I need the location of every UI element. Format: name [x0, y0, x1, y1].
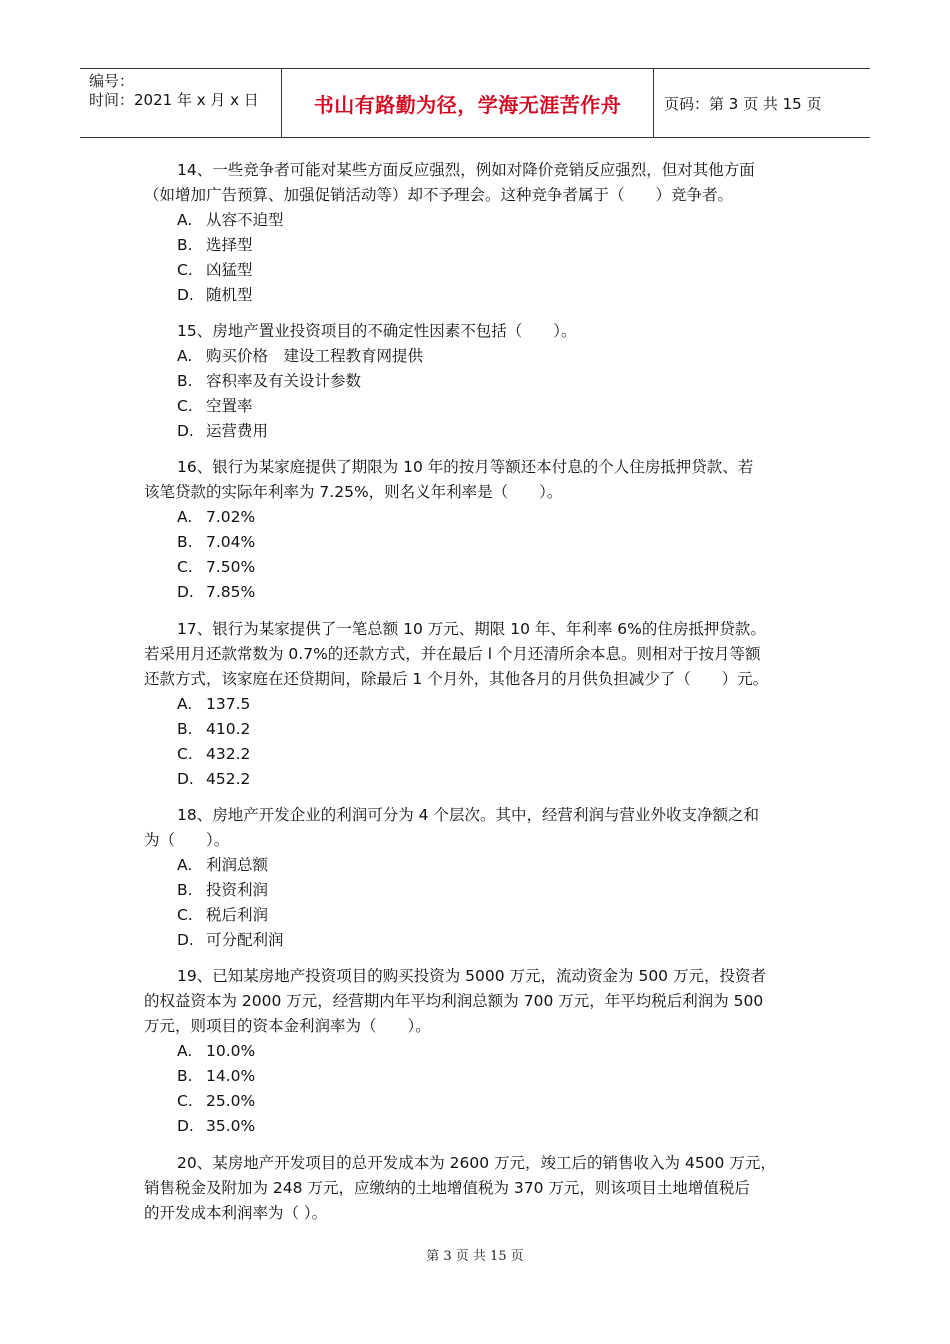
question-20: [144, 1151, 824, 1226]
question-stem-line: 销售税金及附加为 248 万元，应缴纳的土地增值税为 370 万元，则该项目土地增值税后: [144, 1179, 750, 1197]
question-stem-line: （如增加广告预算、加强促销活动等）却不予理会。这种竞争者属于（ ）竞争者。: [144, 186, 734, 204]
question-stem-line: 万元，则项目的资本金利润率为（ ）。: [144, 1017, 431, 1035]
option-b: B. 410.2: [177, 720, 251, 738]
option-b: B. 投资利润: [177, 881, 269, 899]
question-17: [144, 617, 824, 792]
option-c: C. 25.0%: [177, 1092, 256, 1110]
header-motto-cell: [282, 69, 654, 137]
option-d: D. 运营费用: [177, 422, 269, 440]
option-a: A. 137.5: [177, 695, 251, 713]
option-d: D. 7.85%: [177, 583, 256, 601]
document-number-label: 编号：: [89, 72, 135, 90]
option-d: D. 35.0%: [177, 1117, 256, 1135]
question-stem-line: 的权益资本为 2000 万元，经营期内年平均利润总额为 700 万元，年平均税后利润为 500: [144, 992, 764, 1010]
question-stem-line: 19、已知某房地产投资项目的购买投资为 5000 万元，流动资金为 500 万元，投资者: [177, 967, 766, 985]
header-meta-cell: [80, 69, 282, 137]
option-c: C. 凶猛型: [177, 261, 253, 279]
option-a: A. 从容不迫型: [177, 211, 284, 229]
question-stem-line: 18、房地产开发企业的利润可分为 4 个层次。其中，经营利润与营业外收支净额之和: [177, 806, 759, 824]
option-d: D. 452.2: [177, 770, 251, 788]
option-a: A. 7.02%: [177, 508, 256, 526]
motto-text: 书山有路勤为径，学海无涯苦作舟: [313, 92, 622, 117]
header-page-cell: [654, 69, 870, 137]
option-b: B. 7.04%: [177, 533, 256, 551]
document-header: [80, 68, 870, 138]
question-stem-line: 为（ ）。: [144, 831, 230, 849]
question-stem-line: 的开发成本利润率为（ ）。: [144, 1204, 328, 1222]
option-a: A. 10.0%: [177, 1042, 256, 1060]
question-stem-line: 16、银行为某家庭提供了期限为 10 年的按月等额还本付息的个人住房抵押贷款、若: [177, 458, 754, 476]
option-a: A. 利润总额: [177, 856, 269, 874]
option-c: C. 空置率: [177, 397, 253, 415]
option-c: C. 432.2: [177, 745, 251, 763]
question-18: [144, 803, 824, 953]
option-b: B. 14.0%: [177, 1067, 256, 1085]
page-footer: 第 3 页 共 15 页: [426, 1249, 524, 1264]
option-b: B. 容积率及有关设计参数: [177, 372, 362, 390]
question-16: [144, 455, 824, 605]
question-15: [144, 319, 824, 444]
question-stem-line: 15、房地产置业投资项目的不确定性因素不包括（ ）。: [177, 322, 577, 340]
option-d: D. 随机型: [177, 286, 253, 304]
option-a: A. 购买价格 建设工程教育网提供: [177, 347, 424, 365]
question-stem-line: 14、一些竞争者可能对某些方面反应强烈，例如对降价竞销反应强烈，但对其他方面: [177, 161, 755, 179]
question-stem-line: 20、某房地产开发项目的总开发成本为 2600 万元，竣工后的销售收入为 4500 万元，: [177, 1154, 776, 1172]
option-b: B. 选择型: [177, 236, 253, 254]
option-d: D. 可分配利润: [177, 931, 284, 949]
question-stem-line: 17、银行为某家提供了一笔总额 10 万元、期限 10 年、年利率 6%的住房抵押贷款。: [177, 620, 766, 638]
question-stem-line: 还款方式，该家庭在还贷期间，除最后 1 个月外，其他各月的月供负担减少了（ ）元。: [144, 670, 769, 688]
question-stem-line: 若采用月还款常数为 0.7%的还款方式，并在最后 l 个月还清所余本息。则相对于按月等额: [144, 645, 761, 663]
option-c: C. 7.50%: [177, 558, 256, 576]
page-info: 页码：第 3 页 共 15 页: [664, 94, 822, 113]
question-stem-line: 该笔贷款的实际年利率为 7.25%，则名义年利率是（ ）。: [144, 483, 563, 501]
document-date-label: 时间：2021 年 x 月 x 日: [89, 91, 259, 109]
question-14: [144, 158, 824, 308]
option-c: C. 税后利润: [177, 906, 269, 924]
question-19: [144, 964, 824, 1139]
